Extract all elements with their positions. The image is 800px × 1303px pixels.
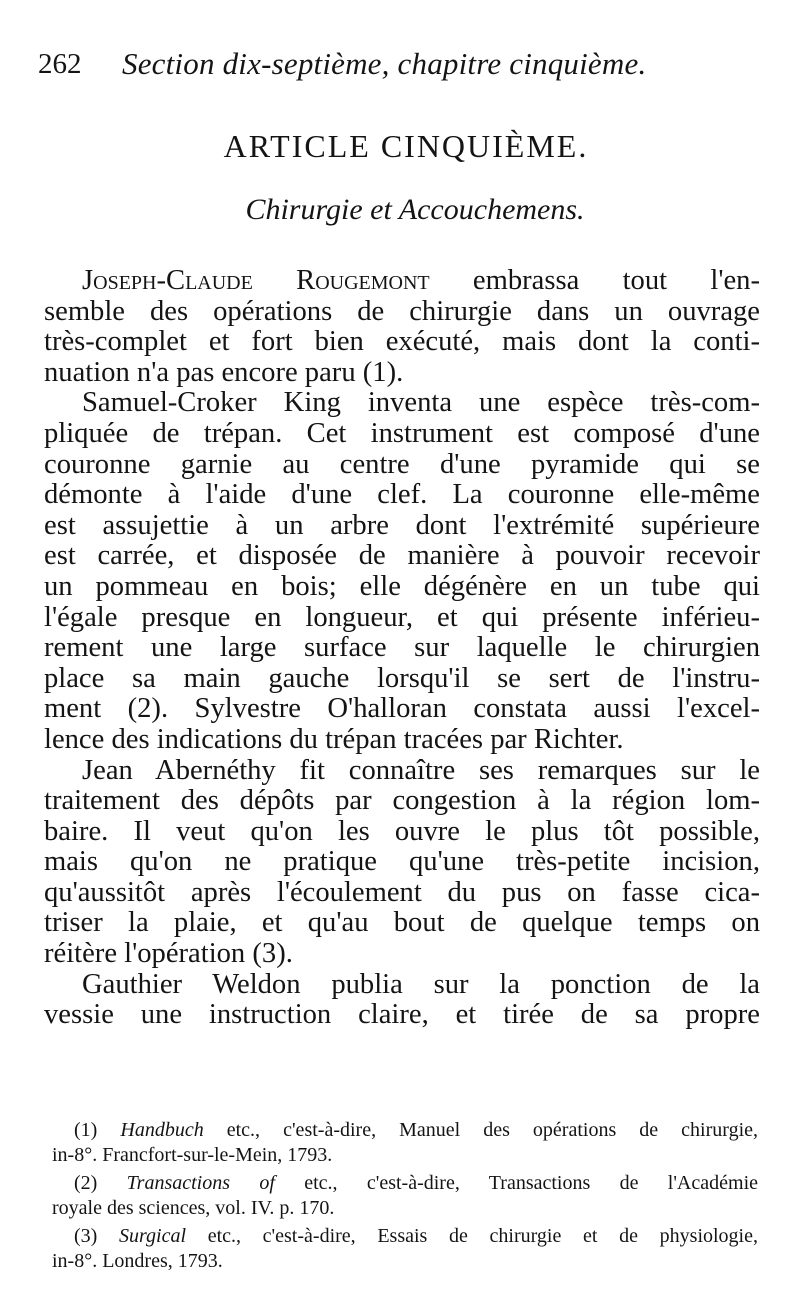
text-line: Gauthier Weldon publia sur la ponction de la — [82, 968, 760, 1000]
text-line: nuation n'a pas encore paru (1). — [44, 356, 404, 388]
text-line: triser la plaie, et qu'au bout de quelque temps on — [44, 907, 760, 939]
page-number: 262 — [38, 48, 82, 80]
footnote-marker: (1) — [74, 1119, 98, 1141]
footnote-line: in-8°. Francfort-sur-le-Mein, 1793. — [52, 1143, 333, 1166]
text-line: ment (2). Sylvestre O'halloran constata aussi l'excel- — [44, 693, 760, 725]
footnote-line — [52, 1118, 758, 1143]
text-line — [44, 266, 760, 297]
footnote-marker: (3) — [74, 1225, 98, 1247]
text-line: est assujettie à un arbre dont l'extrémité supérieure — [44, 509, 760, 541]
text-line: vessie une instruction claire, et tirée de sa propre — [44, 999, 760, 1031]
text-line: réitère l'opération (3). — [44, 938, 293, 970]
footnote-text: etc., c'est-à-dire, Essais de chirurgie et de physiologie, — [186, 1225, 758, 1247]
paragraph — [44, 388, 760, 755]
footnotes — [52, 1118, 758, 1277]
footnote-line — [52, 1224, 758, 1249]
text-line: qu'aussitôt après l'écoulement du pus on fasse cica- — [44, 876, 760, 908]
text-line: place sa main gauche lorsqu'il se sert de l'instru- — [44, 662, 760, 694]
text-line: Samuel-Croker King inventa une espèce très-com- — [82, 387, 760, 419]
footnote-title: Transactions of — [126, 1172, 275, 1194]
article-heading: ARTICLE CINQUIÈME. — [223, 128, 589, 164]
footnote-title: Surgical — [119, 1225, 187, 1247]
author-name-caps: Joseph-Claude Rougemont — [82, 265, 430, 296]
text-line: mais qu'on ne pratique qu'une très-petite incision, — [44, 846, 760, 878]
footnote-line — [52, 1171, 758, 1196]
footnote-title: Handbuch — [120, 1119, 204, 1141]
text-line: très-complet et fort bien exécuté, mais dont la conti- — [44, 326, 760, 358]
text-line: rement une large surface sur laquelle le chirurgien — [44, 632, 760, 664]
footnote-line: in-8°. Londres, 1793. — [52, 1249, 223, 1272]
section-subtitle: Chirurgie et Accouchemens. — [245, 193, 585, 226]
paragraph — [44, 756, 760, 970]
text-line: traitement des dépôts par congestion à la région lom- — [44, 785, 760, 817]
text-fragment: embrassa tout l'en- — [429, 265, 760, 296]
text-line: Jean Abernéthy fit connaître ses remarques sur le — [82, 754, 760, 786]
footnote — [52, 1171, 758, 1220]
running-title: Section dix-septième, chapitre cinquième. — [122, 46, 647, 81]
paragraph — [44, 266, 760, 388]
text-line: semble des opérations de chirurgie dans un ouvrage — [44, 295, 760, 327]
text-line: un pommeau en bois; elle dégénère en un tube qui — [44, 570, 760, 602]
footnote-line: royale des sciences, vol. IV. p. 170. — [52, 1196, 335, 1219]
text-line: pliquée de trépan. Cet instrument est composé d'une — [44, 417, 760, 449]
paragraph — [44, 970, 760, 1031]
footnote-text: etc., c'est-à-dire, Manuel des opérations de chirurgie, — [203, 1119, 759, 1141]
body-text — [44, 266, 760, 1031]
footnote — [52, 1118, 758, 1167]
text-line: lence des indications du trépan tracées par Richter. — [44, 723, 624, 755]
text-line: baire. Il veut qu'on les ouvre le plus tôt possible, — [44, 815, 760, 847]
text-line: est carrée, et disposée de manière à pouvoir recevoir — [44, 540, 760, 572]
running-head — [38, 44, 778, 84]
text-line: démonte à l'aide d'une clef. La couronne elle-même — [44, 479, 760, 511]
footnote-text: etc., c'est-à-dire, Transactions de l'Académie — [274, 1172, 758, 1194]
footnote-marker: (2) — [74, 1172, 98, 1194]
text-line: l'égale presque en longueur, et qui présente inférieu- — [44, 601, 760, 633]
footnote — [52, 1224, 758, 1273]
text-line: couronne garnie au centre d'une pyramide qui se — [44, 448, 760, 480]
